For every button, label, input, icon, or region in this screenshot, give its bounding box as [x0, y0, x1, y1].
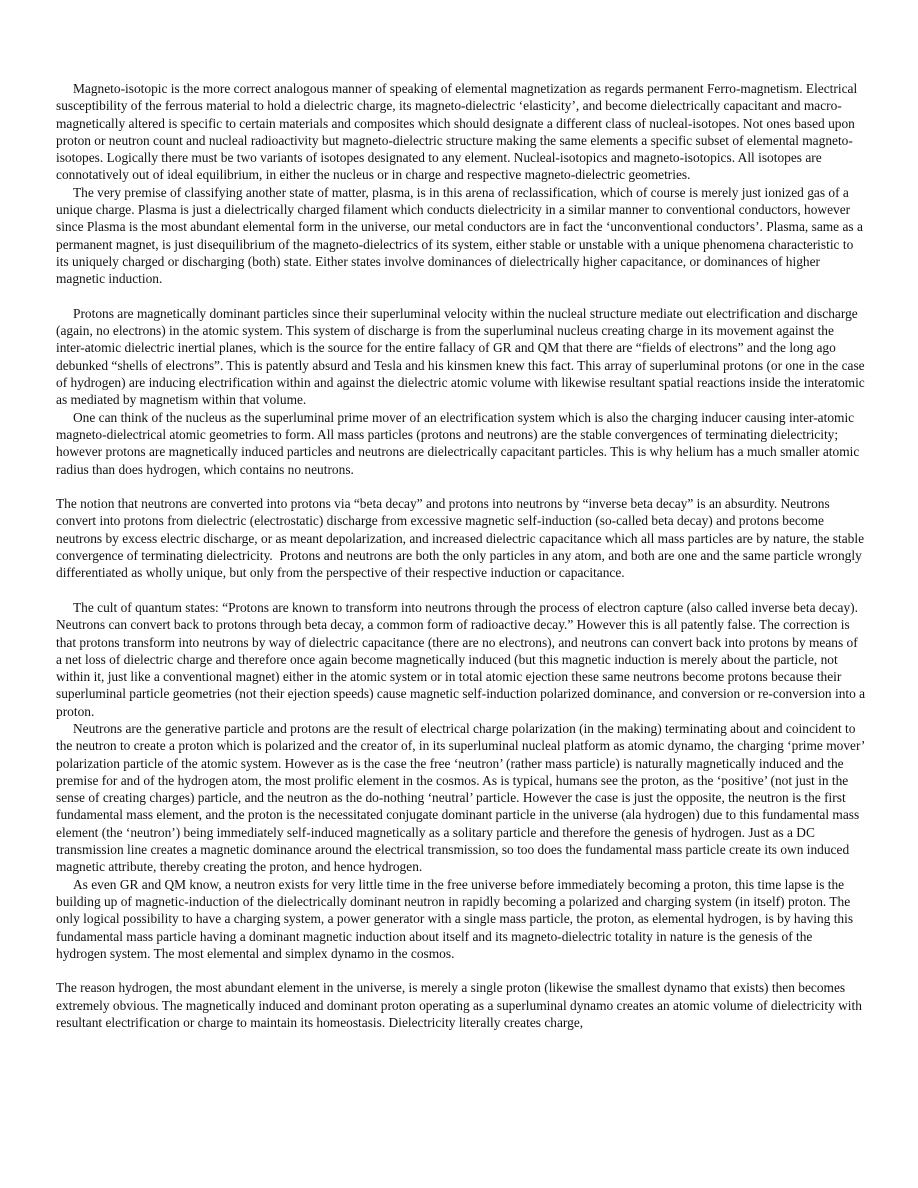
paragraph-quantum-states: The cult of quantum states: “Protons are known to transform into neutrons through the process of electron capture (also called inverse beta decay). Neutrons can convert back to protons through beta decay, a common form of radioactive decay.” However this is all patently false. The correction is that protons transform into neutrons by way of dielectric capacitance (there are no electrons), and neutrons can convert back into protons by means of a net loss of dielectric charge and therefore once again become magnetically induced (but this magnetic induction is merely about the particle, not within it, just like a conventional magnet) either in the atomic system or in total atomic ejection these same neutrons become protons because their superluminal particle geometries (not their ejection speeds) cause magnetic self-induction polarized dominance, and conversion or re-conversion into a proton. [56, 599, 869, 719]
document-page [56, 80, 869, 1031]
paragraph-neutron-lifetime: As even GR and QM know, a neutron exists for very little time in the free universe before immediately becoming a proton, this time lapse is the building up of magnetic-induction of the dielectrically dominant neutron in rapidly becoming a polarized and charging system (in itself) proton. The only logical possibility to have a charging system, a power generator with a single mass particle, the proton, as elemental hydrogen, is by having this fundamental mass particle having a dominant magnetic induction about itself and its magneto-dielectric totality in nature is the genesis of the hydrogen system. The most elemental and simplex dynamo in the cosmos. [56, 876, 857, 961]
paragraph-plasma: The very premise of classifying another state of matter, plasma, is in this arena of reclassification, which of course is merely just ionized gas of a unique charge. Plasma is just a dielectrically charged filament which conducts dielectricity in a similar manner to conventional conductors, however since Plasma is the most abundant elemental form in the universe, our metal conductors are in fact the ‘unconventional conductors’. Plasma, same as a permanent magnet, is just disequilibrium of the magneto-dielectrics of its system, either stable or unstable with a unique phenomena characteristic to its uniquely charged or discharging (both) state. Either states involve dominances of dielectrically higher capacitance, or dominances of higher magnetic induction. [56, 184, 867, 287]
paragraph-magneto-isotopic: Magneto-isotopic is the more correct analogous manner of speaking of elemental magnetization as regards permanent Ferro-magnetism. Electrical susceptibility of the ferrous material to hold a dielectric charge, its magneto-dielectric ‘elasticity’, and become dielectrically capacitant and macro-magnetically altered is specific to certain materials and composites which should designate a different class of nucleal-isotopes. Not ones based upon proton or neutron count and nucleal radioactivity but magneto-dielectric structure making the same elements a specific subset of elemental magneto-isotopes. Logically there must be two variants of isotopes designated to any element. Nucleal-isotopics and magneto-isotopics. All isotopes are connotatively out of ideal equilibrium, in either the nucleus or in charge and respective magneto-dielectric geometries. [56, 81, 861, 183]
paragraph-nucleus-prime-mover: One can think of the nucleus as the superluminal prime mover of an electrification system which is also the charging inducer causing inter-atomic magneto-dielectrical atomic geometries to form. All mass particles (protons and neutrons) are the stable convergences of terminating dielectricity; however protons are magnetically induced particles and neutrons are dielectrically capacitant particles. This is why helium has a much smaller atomic radius than does hydrogen, which contains no neutrons. [56, 409, 863, 477]
paragraph-hydrogen: The reason hydrogen, the most abundant element in the universe, is merely a single proton (likewise the smallest dynamo that exists) then becomes extremely obvious. The magnetically induced and dominant proton operating as a superluminal dynamo creates an atomic volume of dielectricity with resultant electrification or charge to maintain its homeostasis. Dielectricity literally creates charge, [56, 980, 866, 1031]
paragraph-protons-dominant: Protons are magnetically dominant particles since their superluminal velocity within the nucleal structure mediate out electrification and discharge (again, no electrons) in the atomic system. This system of discharge is from the superluminal nucleus creating charge in its movement against the inter-atomic dielectric inertial planes, which is the source for the entire fallacy of GR and QM that there are “fields of electrons” and the long ago debunked “shells of electrons”. This is patently absurd and Tesla and his kinsmen knew this fact. This array of superluminal protons (or one in the case of hydrogen) are inducing electrification within and against the dielectric atomic volume with likewise resultant spatial reactions inside the interatomic as mediated by magnetism within that volume. [56, 305, 869, 408]
paragraph-beta-decay: The notion that neutrons are converted into protons via “beta decay” and protons into neutrons by “inverse beta decay” is an absurdity. Neutrons convert into protons from dielectric (electrostatic) discharge from excessive magnetic self-induction (so-called beta decay) and protons become neutrons by excess electric discharge, or as meant depolarization, and increased dielectric capacitance which all mass particles are by nature, the stable convergence of terminating dielectricity. Protons and neutrons are both the only particles in any atom, and both are one and the same particle wrongly differentiated as wholly unique, but only from the perspective of their respective induction or capacitance. [56, 496, 868, 581]
paragraph-neutrons-generative: Neutrons are the generative particle and protons are the result of electrical charge polarization (in the making) terminating about and coincident to the neutron to create a proton which is polarized and the creator of, in its superluminal nucleal platform as atomic dynamo, the charging ‘prime mover’ polarization particle of the atomic system. However as is the case the free ‘neutron’ (rather mass particle) is naturally magnetically induced and the premise for and of the hydrogen atom, the most prolific element in the cosmos. As is typical, humans see the proton, as the ‘positive’ (not just in the sense of creating charges) particle, and the neutron as the do-nothing ‘neutral’ particle. However the case is just the opposite, the neutron is the first fundamental mass element, and the proton is the necessitated conjugate dominant particle in the universe (ala hydrogen) due to this fundamental mass element (the ‘neutron’) being immediately self-induced magnetically as a solitary particle and therefore the genesis of hydrogen. Just as a DC transmission line creates a magnetic dominance around the electrical transmission, so too does the fundamental mass particle create its own induced magnetic attribute, thereby creating the proton, and hence hydrogen. [56, 720, 868, 875]
